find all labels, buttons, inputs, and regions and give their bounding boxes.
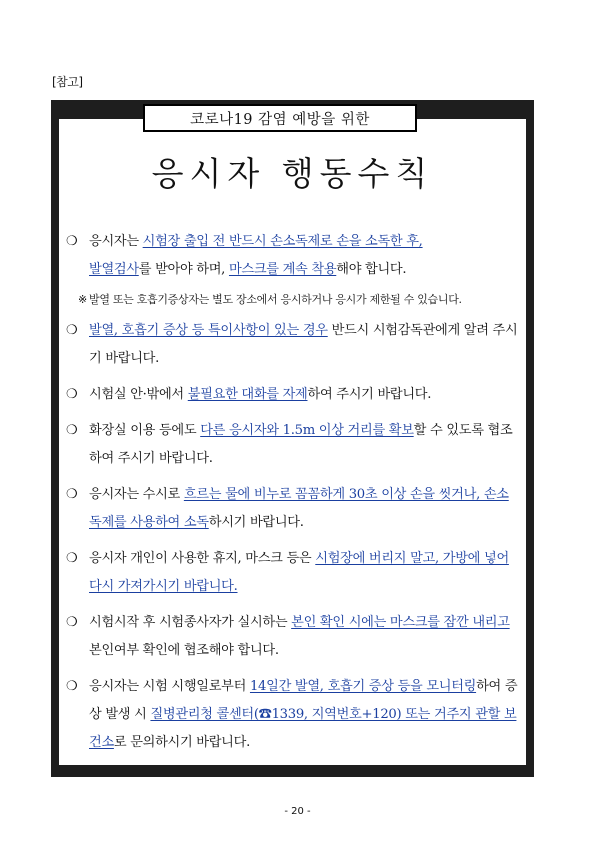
- item-text: 응시자는: [89, 234, 143, 249]
- item-text: 하여 증상 발생 시: [89, 679, 518, 722]
- note-text: 발열 또는 호흡기증상자는 별도 장소에서 응시하거나 응시가 제한될 수 있습니다.: [89, 293, 462, 306]
- item-highlight: 발열, 호흡기 증상 등 특이사항이 있는 경우: [89, 323, 328, 338]
- bullet-icon: ❍: [66, 487, 78, 502]
- item-highlight: 시험장에 버리지 말고, 가방에 넣어 다시 가져가시기 바랍니다.: [89, 551, 509, 594]
- item-highlight: 발열검사: [89, 262, 139, 277]
- page-number: - 20 -: [284, 806, 311, 817]
- guideline-item-3: [60, 381, 520, 409]
- item-text: 응시자 개인이 사용한 휴지, 마스크 등은: [89, 551, 316, 566]
- item-highlight: 시험장 출입 전 반드시 손소독제로 손을 소독한 후,: [142, 234, 423, 249]
- bullet-icon: ❍: [66, 234, 78, 249]
- item-text: 시험실 안·밖에서: [89, 387, 188, 402]
- guideline-list: [60, 228, 520, 757]
- guideline-item-2: [60, 317, 520, 373]
- guideline-item-8: [60, 673, 520, 757]
- guideline-item-6: [60, 545, 520, 601]
- item-highlight: 마스크를 계속 착용: [228, 262, 337, 277]
- item-highlight: 흐르는 물에 비누로 꼼꼼하게 30초 이상 손을 씻거나, 손소독제를 사용하여 소독: [89, 487, 509, 530]
- bullet-icon: ❍: [66, 615, 78, 630]
- item-text: 하여 주시기 바랍니다.: [307, 387, 432, 402]
- item-text: 하시기 바랍니다.: [208, 515, 304, 530]
- item-text: 할 수 있도록 협조하여 주시기 바랍니다.: [89, 423, 513, 466]
- bullet-icon: ❍: [66, 679, 78, 694]
- item-highlight: 질병관리청 콜센터(☎1339, 지역번호+120) 또는 거주지 관할 보건소: [89, 707, 517, 750]
- bullet-icon: ❍: [66, 387, 78, 402]
- notice-subtitle: 코로나19 감염 예방을 위한: [143, 104, 417, 132]
- item-highlight: 14일간 발열, 호흡기 증상 등을 모니터링: [249, 679, 477, 694]
- item-text: 본인여부 확인에 협조해야 합니다.: [89, 643, 279, 658]
- guideline-note: [60, 288, 520, 311]
- item-text: 화장실 이용 등에도: [89, 423, 201, 438]
- guideline-item-7: [60, 609, 520, 665]
- item-text: 를 받아야 하며,: [138, 262, 229, 277]
- item-text: 응시자는 수시로: [89, 487, 184, 502]
- guideline-item-1: [60, 228, 520, 284]
- reference-label: [참고]: [52, 75, 83, 89]
- item-text: 로 문의하시기 바랍니다.: [113, 735, 250, 750]
- item-highlight: 다른 응시자와 1.5m 이상 거리를 확보: [200, 423, 414, 438]
- item-text: 반드시 시험감독관에게 알려 주시기 바랍니다.: [89, 323, 518, 366]
- note-mark: ※: [78, 293, 87, 306]
- item-text: 시험시작 후 시험종사자가 실시하는: [89, 615, 292, 630]
- guideline-item-5: [60, 481, 520, 537]
- item-text: 해야 합니다.: [336, 262, 407, 277]
- item-highlight: 불필요한 대화를 자제: [187, 387, 308, 402]
- notice-title: 응시자 행동수칙: [151, 154, 434, 193]
- bullet-icon: ❍: [66, 423, 78, 438]
- item-highlight: 본인 확인 시에는 마스크를 잠깐 내리고: [291, 615, 510, 630]
- item-text: 응시자는 시험 시행일로부터: [89, 679, 250, 694]
- guideline-item-4: [60, 417, 520, 473]
- bullet-icon: ❍: [66, 551, 78, 566]
- bullet-icon: ❍: [66, 323, 78, 338]
